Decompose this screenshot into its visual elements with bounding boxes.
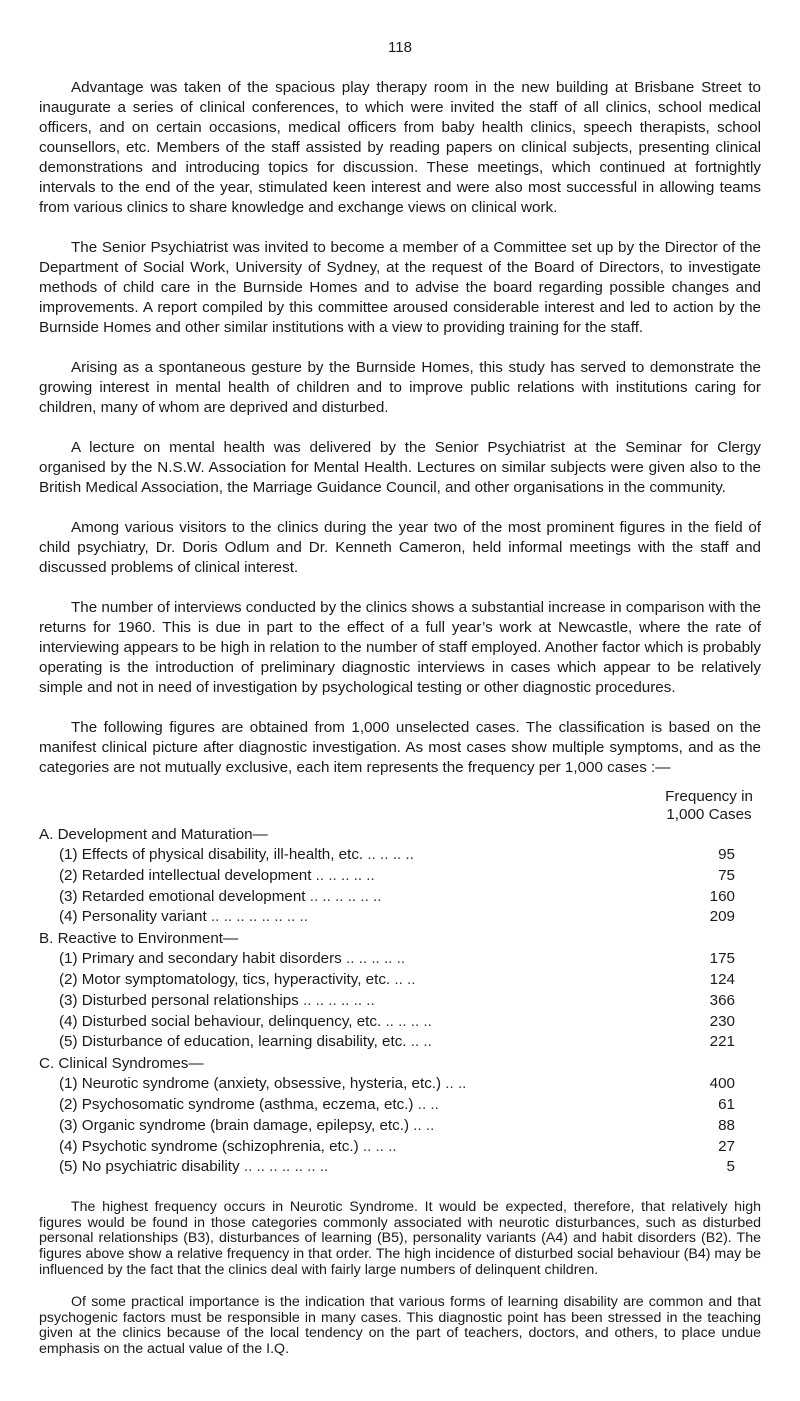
- closing-section: [39, 1200, 761, 1357]
- row-label: (1) Primary and secondary habit disorders: [59, 950, 342, 968]
- table-row: [39, 991, 761, 1012]
- paragraph-interviews: The number of interviews conducted by the clinics shows a substantial increase in comparison with the returns for 1960. This is due in part to the effect of a full year’s work at Newcastle, where the rate of interviewing appears to be high in relation to the number of staff employed. Another factor which is probably operating is the introduction of preliminary diagnostic interviews in cases which appear to be relatively simple and not in need of investigation by psychological testing or other diagnostic procedures.: [39, 599, 761, 696]
- row-label: (4) Psychotic syndrome (schizophrenia, etc.): [59, 1137, 359, 1155]
- row-value: 27: [718, 1137, 735, 1155]
- section-title: A. Development and Maturation—: [39, 826, 268, 843]
- row-label: (2) Retarded intellectual development: [59, 866, 312, 884]
- table-row: [39, 949, 761, 970]
- paragraph-burnside-committee: The Senior Psychiatrist was invited to become a member of a Committee set up by the Director of the Department of Social Work, University of Sydney, at the request of the Board of Directors, to investigate methods of child care in the Burnside Homes and to advise the board regarding possible changes and improvements. A report compiled by this committee aroused considerable interest and led to action by the Burnside Homes and other similar institutions with a view to providing training for the staff.: [39, 239, 761, 336]
- row-label: (5) Disturbance of education, learning disability, etc.: [59, 1033, 407, 1051]
- paragraph-learning-disability: Of some practical importance is the indication that various forms of learning disability are common and that psychogenic factors must be responsible in many cases. This diagnostic point has been stressed in the teaching given at the clinics because of the local tendency on the part of teachers, doctors, and others, to place undue emphasis on the actual value of the I.Q.: [39, 1294, 761, 1357]
- row-label: (2) Motor symptomatology, tics, hyperactivity, etc.: [59, 970, 391, 988]
- row-value: 124: [709, 970, 735, 988]
- table-row: [39, 1157, 761, 1178]
- row-leader-dots: .. .. .. .. .. ..: [298, 991, 375, 1009]
- row-value: 88: [718, 1116, 735, 1134]
- row-leader-dots: .. ..: [441, 1075, 467, 1093]
- row-leader-dots: .. ..: [413, 1095, 439, 1113]
- row-leader-dots: .. .. .. ..: [381, 1012, 432, 1030]
- frequency-header-line2: 1,000 Cases: [666, 806, 752, 823]
- table-row: [39, 970, 761, 991]
- paragraph-burnside-study: Arising as a spontaneous gesture by the Burnside Homes, this study has served to demonstrate the growing interest in mental health of children and to improve public relations with institutions caring for children, many of whom are deprived and disturbed.: [39, 359, 761, 416]
- table-row: [39, 1095, 761, 1116]
- row-value: 5: [726, 1158, 735, 1176]
- table-section-b: [39, 928, 761, 1053]
- row-leader-dots: .. .. .. .. .. .. ..: [239, 1158, 329, 1176]
- table-row: [39, 845, 761, 866]
- row-value: 221: [709, 1033, 735, 1051]
- row-value: 95: [718, 846, 735, 863]
- table-row: [39, 1137, 761, 1158]
- row-value: 209: [709, 908, 735, 926]
- row-label: (1) Effects of physical disability, ill-health, etc.: [59, 846, 364, 863]
- table-section-c: [39, 1053, 761, 1178]
- row-value: 366: [709, 991, 735, 1009]
- row-label: (4) Disturbed social behaviour, delinquency, etc.: [59, 1012, 382, 1030]
- row-label: (3) Disturbed personal relationships: [59, 991, 299, 1009]
- section-title: C. Clinical Syndromes—: [39, 1055, 204, 1073]
- row-leader-dots: .. .. .. ..: [363, 846, 414, 863]
- table-row: [39, 1074, 761, 1095]
- row-leader-dots: .. .. .. .. ..: [311, 866, 375, 884]
- table-row: [39, 887, 761, 908]
- row-leader-dots: .. .. .. .. ..: [341, 950, 406, 968]
- row-label: (4) Personality variant: [59, 908, 207, 926]
- row-value: 230: [709, 1012, 735, 1030]
- row-value: 75: [718, 866, 735, 884]
- row-value: 160: [709, 887, 735, 905]
- table-row: [39, 1032, 761, 1053]
- frequency-column-header: [657, 788, 761, 824]
- table-row: [39, 1012, 761, 1033]
- row-leader-dots: .. .. ..: [358, 1137, 397, 1155]
- row-leader-dots: .. ..: [409, 1116, 435, 1134]
- row-leader-dots: .. ..: [390, 970, 416, 988]
- document-body: [39, 78, 761, 1375]
- paragraph-highest-frequency: The highest frequency occurs in Neurotic Syndrome. It would be expected, therefore, that relatively high figures would be found in those categories commonly associated with neurotic disturbances, such as disturbed personal relationships (B3), disturbances of learning (B5), personality variants (A4) and habit disorders (B2). The figures above show a relative frequency in that order. The high incidence of disturbed social behaviour (B4) may be influenced by the fact that the clinics deal with fairly large numbers of delinquent children.: [39, 1199, 761, 1278]
- table-row: [39, 907, 761, 928]
- table-row: [39, 866, 761, 887]
- frequency-header-line1: Frequency in: [665, 788, 753, 805]
- row-label: (2) Psychosomatic syndrome (asthma, eczema, etc.): [59, 1095, 414, 1113]
- row-leader-dots: .. .. .. .. .. ..: [305, 887, 382, 905]
- row-label: (1) Neurotic syndrome (anxiety, obsessive, hysteria, etc.): [59, 1075, 442, 1093]
- table-section-a: [39, 824, 761, 928]
- paragraph-figures-intro: The following figures are obtained from 1,000 unselected cases. The classification is based on the manifest clinical picture after diagnostic investigation. As most cases show multiple symptoms, and as the categories are not mutually exclusive, each item represents the frequency per 1,000 cases :—: [39, 719, 761, 776]
- row-value: 175: [709, 950, 735, 968]
- row-leader-dots: .. ..: [406, 1033, 432, 1051]
- frequency-table: [39, 824, 761, 1178]
- row-value: 400: [709, 1075, 735, 1093]
- paragraph-visitors: Among various visitors to the clinics during the year two of the most prominent figures in the field of child psychiatry, Dr. Doris Odlum and Dr. Kenneth Cameron, held informal meetings with the staff and discussed problems of clinical interest.: [39, 519, 761, 576]
- paragraph-lecture: A lecture on mental health was delivered by the Senior Psychiatrist at the Seminar for Clergy organised by the N.S.W. Association for Mental Health. Lectures on similar subjects were given also to the British Medical Association, the Marriage Guidance Council, and other organisations in the community.: [39, 439, 761, 496]
- paragraph-clinical-conferences: Advantage was taken of the spacious play therapy room in the new building at Brisbane Street to inaugurate a series of clinical conferences, to which were invited the staff of all clinics, school medical officers, and on certain occasions, medical officers from baby health clinics, speech therapists, school counsellors, etc. Members of the staff assisted by reading papers on clinical subjects, presenting clinical demonstrations and introducing topics for discussion. These meetings, which continued at fortnightly intervals to the end of the year, stimulated keen interest and were also most successful in allowing teams from various clinics to share knowledge and exchange views on clinical work.: [39, 79, 761, 216]
- row-label: (5) No psychiatric disability: [59, 1158, 240, 1176]
- table-row: [39, 1116, 761, 1137]
- row-label: (3) Retarded emotional development: [59, 887, 306, 905]
- section-title: B. Reactive to Environment—: [39, 930, 239, 948]
- row-leader-dots: .. .. .. .. .. .. .. ..: [206, 908, 308, 926]
- page-number: 118: [388, 39, 412, 56]
- row-label: (3) Organic syndrome (brain damage, epilepsy, etc.): [59, 1116, 410, 1134]
- row-value: 61: [718, 1095, 735, 1113]
